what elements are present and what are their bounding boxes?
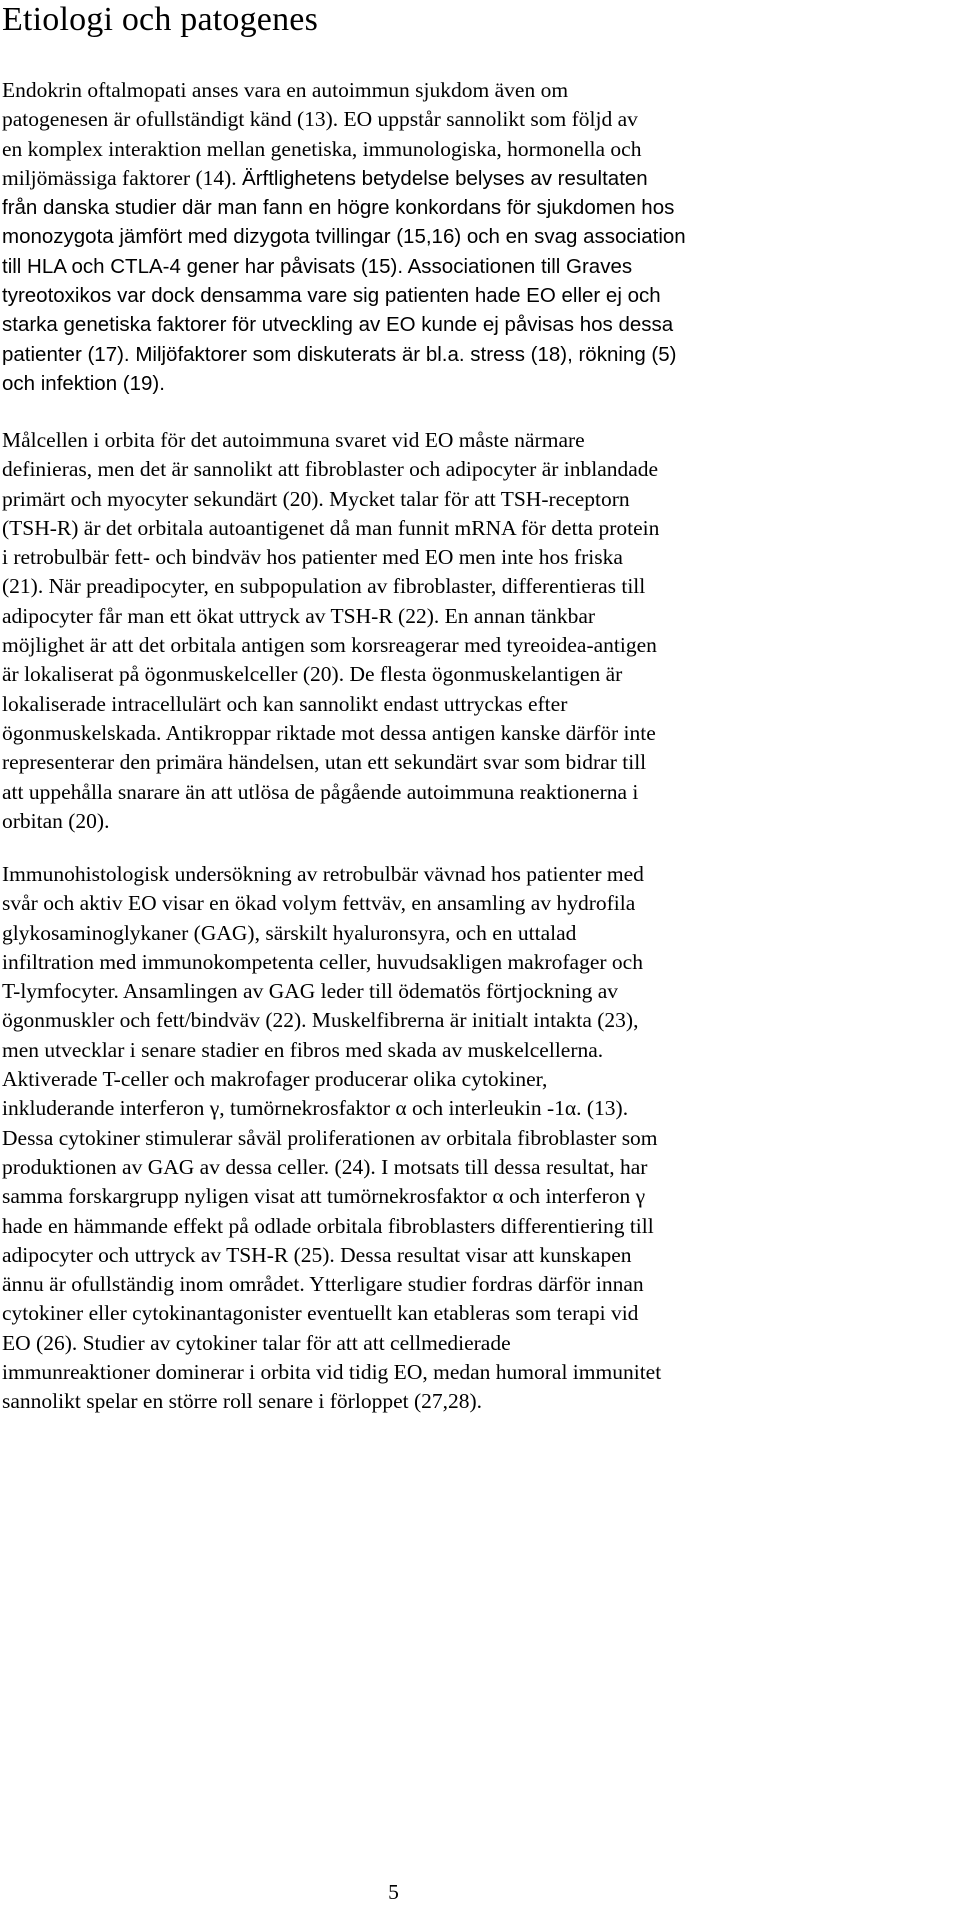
text-line (2, 1036, 947, 1065)
text-run-serif: representerar den primära händelsen, utan ett sekundärt svar som bidrar till (2, 750, 647, 775)
text-run-sans: patienter (17). Miljöfaktorer som diskuterats är bl.a. stress (18), rökning (5) (2, 342, 677, 366)
text-line (2, 1182, 947, 1211)
text-line (2, 369, 947, 398)
text-run-serif: svår och aktiv EO visar en ökad volym fettväv, en ansamling av hydrofila (2, 891, 636, 916)
text-run-serif: är lokaliserat på ögonmuskelceller (20). De flesta ögonmuskelantigen är (2, 662, 623, 687)
text-line (2, 889, 947, 918)
text-run-sans: och infektion (19). (2, 371, 165, 395)
text-run-serif: Endokrin oftalmopati anses vara en autoimmun sjukdom även om (2, 78, 569, 102)
text-line (2, 1094, 947, 1123)
text-run-sans: till HLA och CTLA-4 gener har påvisats (15). Associationen till Graves (2, 254, 633, 278)
text-line (2, 1387, 947, 1416)
text-line (2, 514, 947, 543)
text-run-serif: inkluderande interferon γ, tumörnekrosfaktor α och interleukin -1α. (13). (2, 1096, 629, 1121)
text-line (2, 1124, 947, 1153)
paragraph-immunohistology (2, 860, 947, 1417)
text-line (2, 485, 947, 514)
text-run-serif: men utvecklar i senare stadier en fibros med skada av muskelcellerna. (2, 1037, 604, 1062)
section-heading: Etiologi och patogenes (2, 1, 318, 38)
text-line (2, 252, 947, 281)
text-run-serif: produktionen av GAG av dessa celler. (24). I motsats till dessa resultat, har (2, 1154, 648, 1179)
text-line (2, 977, 947, 1006)
text-line (2, 602, 947, 631)
text-line (2, 1299, 947, 1328)
text-line (2, 222, 947, 251)
text-line (2, 1006, 947, 1035)
text-run-serif: cytokiner eller cytokinantagonister eventuellt kan etableras som terapi vid (2, 1301, 639, 1326)
text-run-serif: Immunohistologisk undersökning av retrobulbär vävnad hos patienter med (2, 862, 644, 886)
text-run-serif: Dessa cytokiner stimulerar såväl proliferationen av orbitala fibroblaster som (2, 1125, 658, 1150)
text-line (2, 193, 947, 222)
text-line (2, 860, 947, 889)
text-line (2, 748, 947, 777)
text-line (2, 76, 947, 105)
paragraph-genetics (2, 76, 947, 398)
text-run-serif: infiltration med immunokompetenta celler, huvudsakligen makrofager och (2, 949, 643, 974)
text-run-serif: patogenesen är ofullständigt känd (13). EO uppstår sannolikt som följd av (2, 107, 638, 132)
text-run-sans: starka genetiska faktorer för utveckling av EO kunde ej påvisas hos dessa (2, 313, 674, 337)
text-run-serif: lokaliserade intracellulärt och kan sannolikt endast uttryckas efter (2, 691, 568, 716)
text-line (2, 135, 947, 164)
text-line (2, 807, 947, 836)
text-run-serif: adipocyter får man ett ökat uttryck av TSH-R (22). En annan tänkbar (2, 603, 596, 628)
text-run-serif: ögonmuskler och fett/bindväv (22). Muskelfibrerna är initialt intakta (23), (2, 1008, 639, 1033)
text-line (2, 455, 947, 484)
text-line (2, 719, 947, 748)
text-run-sans: från danska studier där man fann en högre konkordans för sjukdomen hos (2, 196, 675, 220)
text-run-serif: EO (26). Studier av cytokiner talar för att att cellmedierade (2, 1330, 511, 1355)
text-run-serif: Aktiverade T-celler och makrofager producerar olika cytokiner, (2, 1067, 548, 1092)
text-line (2, 572, 947, 601)
text-line (2, 1153, 947, 1182)
text-line (2, 281, 947, 310)
text-run-serif: miljömässiga faktorer (14). (2, 165, 243, 190)
text-run-serif: ännu är ofullständig inom området. Ytterligare studier fordras därför innan (2, 1272, 644, 1297)
text-line (2, 426, 947, 455)
text-run-serif: möjlighet är att det orbitala antigen som korsreagerar med tyreoidea-antigen (2, 633, 657, 658)
text-line (2, 1270, 947, 1299)
text-run-serif: T-lymfocyter. Ansamlingen av GAG leder till ödematös förtjockning av (2, 979, 619, 1004)
text-run-serif: immunreaktioner dominerar i orbita vid tidig EO, medan humoral immunitet (2, 1360, 662, 1385)
text-run-serif: att uppehålla snarare än att utlösa de pågående autoimmuna reaktionerna i (2, 779, 639, 804)
text-run-serif: definieras, men det är sannolikt att fibroblaster och adipocyter är inblandade (2, 457, 659, 482)
text-run-serif: hade en hämmande effekt på odlade orbitala fibroblasters differentiering till (2, 1213, 654, 1238)
text-run-serif: ögonmuskelskada. Antikroppar riktade mot dessa antigen kanske därför inte (2, 720, 656, 745)
text-run-serif: glykosaminoglykaner (GAG), särskilt hyaluronsyra, och en uttalad (2, 920, 577, 945)
text-run-serif: i retrobulbär fett- och bindväv hos patienter med EO men inte hos friska (2, 545, 623, 570)
text-line (2, 948, 947, 977)
text-line (2, 690, 947, 719)
page-number: 5 (388, 1880, 399, 1904)
text-line (2, 1358, 947, 1387)
text-run-serif: orbitan (20). (2, 808, 110, 833)
text-run-serif: en komplex interaktion mellan genetiska, immunologiska, hormonella och (2, 136, 642, 161)
text-line (2, 105, 947, 134)
text-line (2, 310, 947, 339)
text-line (2, 164, 947, 193)
text-line (2, 340, 947, 369)
text-line (2, 1329, 947, 1358)
text-line (2, 543, 947, 572)
text-run-sans: tyreotoxikos var dock densamma vare sig patienten hade EO eller ej och (2, 284, 661, 308)
text-run-serif: primärt och myocyter sekundärt (20). Mycket talar för att TSH-receptorn (2, 486, 630, 511)
text-run-serif: sannolikt spelar en större roll senare i förloppet (27,28). (2, 1389, 483, 1414)
text-line (2, 778, 947, 807)
text-run-serif: samma forskargrupp nyligen visat att tumörnekrosfaktor α och interferon γ (2, 1184, 646, 1209)
paragraph-target-cells (2, 426, 947, 836)
text-line (2, 1241, 947, 1270)
text-line (2, 1212, 947, 1241)
text-line (2, 1065, 947, 1094)
text-run-sans: monozygota jämfört med dizygota tvillingar (15,16) och en svag association (2, 225, 686, 249)
text-run-serif: adipocyter och uttryck av TSH-R (25). Dessa resultat visar att kunskapen (2, 1242, 632, 1267)
text-run-serif: (21). När preadipocyter, en subpopulation av fibroblaster, differentieras till (2, 574, 646, 599)
text-run-serif: (TSH-R) är det orbitala autoantigenet då man funnit mRNA för detta protein (2, 515, 660, 540)
text-line (2, 660, 947, 689)
text-run-serif: Målcellen i orbita för det autoimmuna svaret vid EO måste närmare (2, 428, 585, 452)
text-run-sans: Ärftlighetens betydelse belyses av resultaten (242, 166, 648, 190)
text-line (2, 919, 947, 948)
text-line (2, 631, 947, 660)
